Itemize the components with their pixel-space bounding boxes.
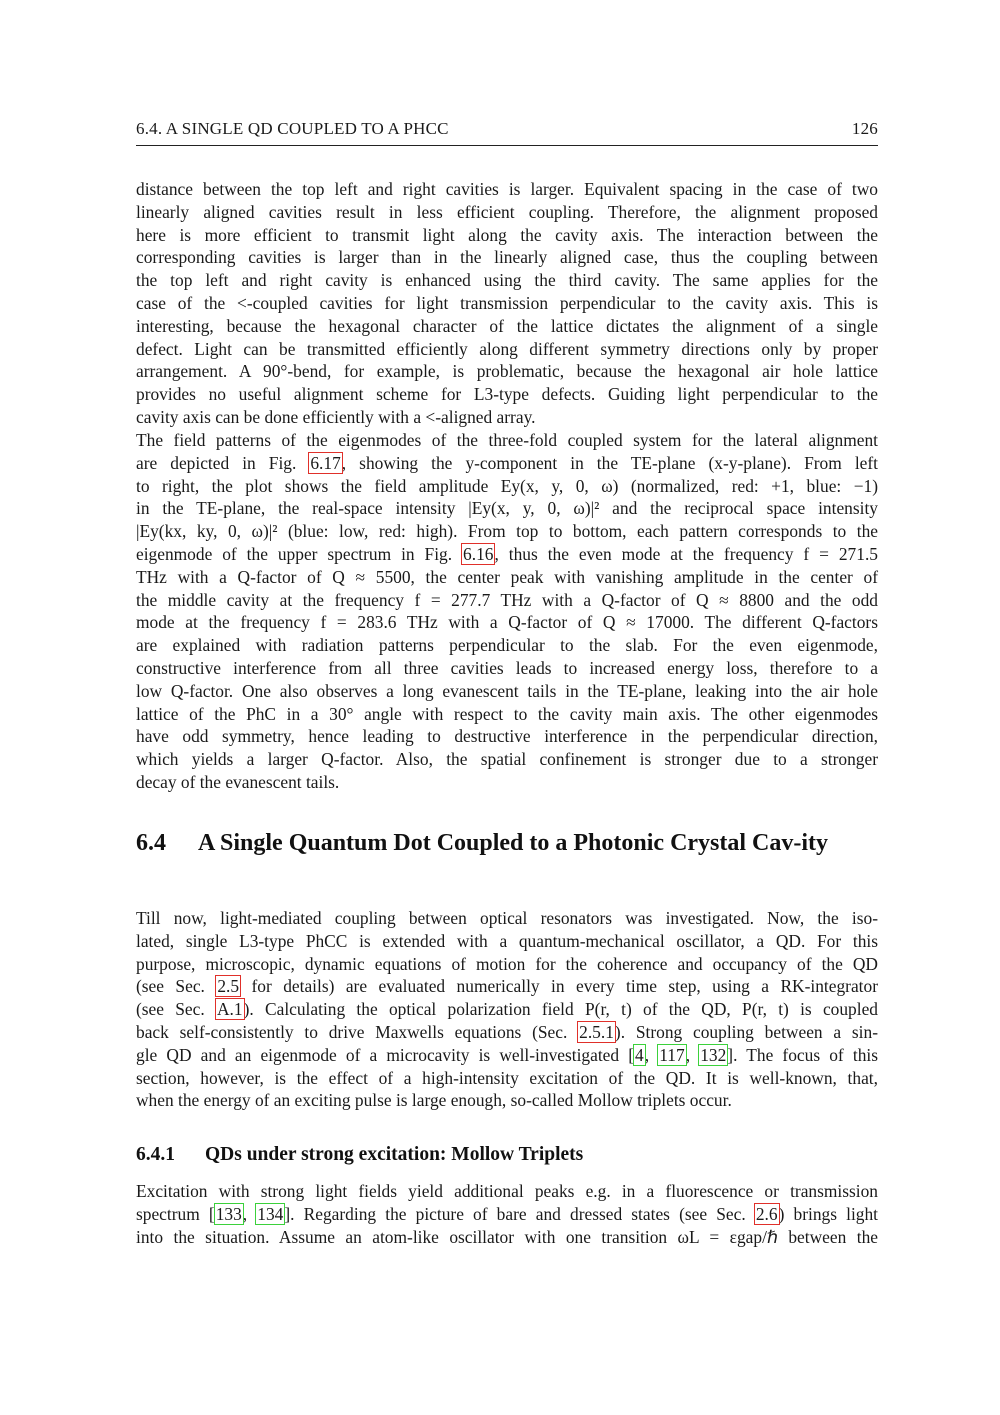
paragraph-2	[136, 429, 878, 794]
section-reference-2-5[interactable]: 2.5	[217, 976, 240, 997]
text-line: the top left and right cavity is enhanced using the third cavity. The same applies for the	[136, 270, 878, 291]
text-line: lated, single L3-type PhCC is extended with a quantum-mechanical oscillator, a QD. For this	[136, 930, 878, 951]
section-reference-2-6[interactable]: 2.6	[755, 1203, 778, 1224]
text-line: corresponding cavities is larger than in the linearly aligned case, thus the coupling between	[136, 247, 878, 268]
text-line: constructive interference from all three cavities leads to increased energy loss, therefore to a	[136, 657, 878, 678]
text-line: low Q-factor. One also observes a long evanescent tails in the TE-plane, leaking into the air hole	[136, 680, 878, 701]
text-line: case of the <-coupled cavities for light transmission perpendicular to the cavity axis. This is	[136, 292, 878, 313]
header-section-label: 6.4. A SINGLE QD COUPLED TO A PHCC	[136, 119, 449, 138]
figure-reference-6-16[interactable]: 6.16	[463, 543, 494, 564]
text-line: linearly aligned cavities result in less efficient coupling. Therefore, the alignment proposed	[136, 201, 878, 222]
text-line: mode at the frequency f = 283.6 THz with a Q-factor of Q ≈ 17000. The different Q-factors	[136, 612, 878, 633]
text-line: here is more efficient to transmit light along the cavity axis. The interaction between the	[136, 224, 878, 245]
text-line: arrangement. A 90°-bend, for example, is problematic, because the hexagonal air hole lattice	[136, 361, 878, 382]
text-line: interesting, because the hexagonal character of the lattice dictates the alignment of a single	[136, 315, 878, 336]
page-number: 126	[851, 119, 878, 138]
text-line: into the situation. Assume an atom-like oscillator with one transition ωL = εgap/ℏ between the	[136, 1226, 878, 1247]
text-line: decay of the evanescent tails.	[136, 771, 340, 792]
text-line: (see Sec. 2.5 for details) are evaluated numerically in every time step, using a RK-integrator	[136, 976, 878, 997]
section-reference-2-5-1[interactable]: 2.5.1	[579, 1021, 614, 1042]
text-line: The field patterns of the eigenmodes of the three-fold coupled system for the lateral alignment	[136, 430, 878, 450]
text-line: |Ey(kx, ky, 0, ω)|² (blue: low, red: high). From top to bottom, each pattern corresponds to the	[136, 521, 878, 542]
paragraph-4	[136, 1180, 878, 1248]
text-line: THz with a Q-factor of Q ≈ 5500, the center peak with vanishing amplitude in the center of	[136, 566, 878, 587]
text-line: when the energy of an exciting pulse is large enough, so-called Mollow triplets occur.	[136, 1090, 732, 1111]
text-line: to right, the plot shows the field amplitude Ey(x, y, 0, ω) (normalized, red: +1, blue: −1)	[136, 475, 878, 496]
citation-133[interactable]: 133	[215, 1203, 242, 1224]
citation-134[interactable]: 134	[257, 1203, 284, 1224]
text-line: section, however, is the effect of a high-intensity excitation of the QD. It is well-known, that,	[136, 1067, 878, 1088]
paragraph-1	[136, 178, 878, 429]
text-line: purpose, microscopic, dynamic equations of motion for the coherence and occupancy of the QD	[136, 953, 878, 974]
text-line: lattice of the PhC in a 30° angle with respect to the cavity main axis. The other eigenmodes	[136, 703, 878, 724]
text-line: the middle cavity at the frequency f = 277.7 THz with a Q-factor of Q ≈ 8800 and the odd	[136, 589, 878, 610]
appendix-reference-a-1[interactable]: A.1	[216, 999, 243, 1020]
text-line: provides no useful alignment scheme for L3-type defects. Guiding light perpendicular to the	[136, 384, 878, 405]
text-line: spectrum [133, 134]. Regarding the picture of bare and dressed states (see Sec. 2.6) brings light	[136, 1203, 878, 1224]
text-line: eigenmode of the upper spectrum in Fig. 6.16, thus the even mode at the frequency f = 271.5	[136, 543, 878, 564]
section-title: A Single Quantum Dot Coupled to a Photonic Crystal Cav-ity	[198, 830, 829, 856]
text-line: are depicted in Fig. 6.17, showing the y-component in the TE-plane (x-y-plane). From left	[136, 452, 878, 473]
subsection-title: QDs under strong excitation: Mollow Triplets	[205, 1144, 584, 1165]
text-line: in the TE-plane, the real-space intensity |Ey(x, y, 0, ω)|² and the reciprocal space intensity	[136, 498, 878, 519]
text-line: which yields a larger Q-factor. Also, the spatial confinement is stronger due to a stronger	[136, 749, 878, 770]
citation-4[interactable]: 4	[635, 1044, 644, 1065]
citation-132[interactable]: 132	[700, 1044, 727, 1065]
text-line: (see Sec. A.1). Calculating the optical polarization field P(r, t) of the QD, P(r, t) is coupled	[136, 999, 878, 1020]
figure-reference-6-17[interactable]: 6.17	[310, 452, 341, 473]
text-line: cavity axis can be done efficiently with a <-aligned array.	[136, 406, 536, 427]
text-line: are explained with radiation patterns perpendicular to the slab. For the even eigenmode,	[136, 635, 878, 656]
text-line: distance between the top left and right cavities is larger. Equivalent spacing in the case of two	[136, 179, 878, 199]
section-number: 6.4	[136, 830, 166, 856]
section-heading	[136, 828, 878, 892]
text-line: Till now, light-mediated coupling between optical resonators was investigated. Now, the iso-	[136, 908, 878, 928]
subsection-number: 6.4.1	[136, 1144, 175, 1165]
text-line: gle QD and an eigenmode of a microcavity is well-investigated [4, 117, 132]. The focus of this	[136, 1044, 878, 1065]
text-line: back self-consistently to drive Maxwells equations (Sec. 2.5.1). Strong coupling between a sin-	[136, 1021, 878, 1042]
paragraph-3	[136, 907, 878, 1112]
text-line: have odd symmetry, hence leading to destructive interference in the perpendicular direction,	[136, 726, 878, 747]
text-line: Excitation with strong light fields yield additional peaks e.g. in a fluorescence or transmission	[136, 1181, 878, 1201]
text-line: defect. Light can be transmitted efficiently along different symmetry directions only by proper	[136, 338, 878, 359]
running-header	[136, 119, 878, 146]
citation-117[interactable]: 117	[659, 1044, 685, 1065]
